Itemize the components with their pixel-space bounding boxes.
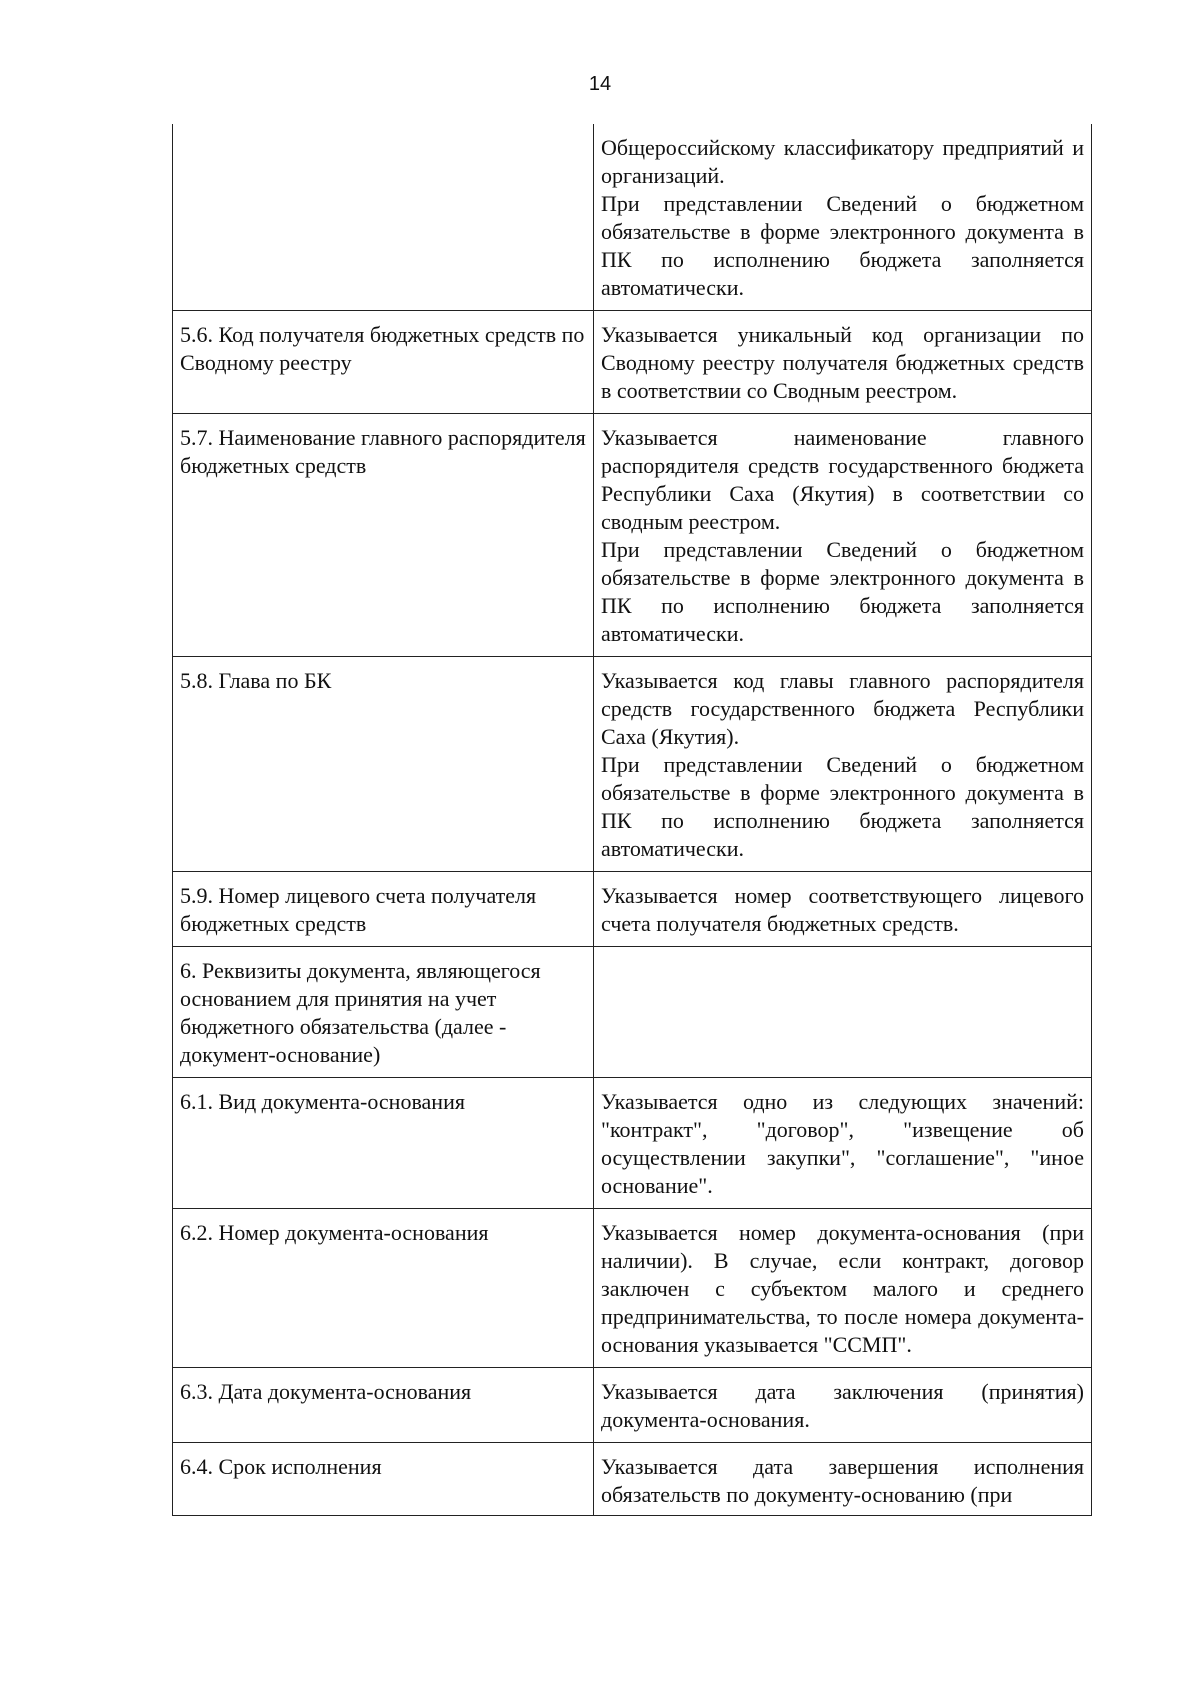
table-row-5-9 <box>173 872 1092 947</box>
table-row-6-2 <box>173 1209 1092 1368</box>
requisites-table <box>172 124 1092 1516</box>
field-description-cell <box>594 1368 1092 1443</box>
table-row-continuation <box>173 124 1092 311</box>
field-name-cell <box>173 124 594 311</box>
description-paragraph: Указывается номер документа-основания (при наличии). В случае, если контракт, договор заключен с субъектом малого и среднего предпринимательства, то после номера документа-основания указывается "ССМП". <box>601 1220 1084 1357</box>
description-paragraph: Указывается уникальный код организации по Сводному реестру получателя бюджетных средств в соответствии со Сводным реестром. <box>601 322 1084 403</box>
description-paragraph: Указывается код главы главного распорядителя средств государственного бюджета Республики Саха (Якутия). <box>601 668 1084 749</box>
field-description-cell <box>594 657 1092 872</box>
table-row-6-1 <box>173 1078 1092 1209</box>
field-description-cell <box>594 872 1092 947</box>
field-name-cell: 5.9. Номер лицевого счета получателя бюджетных средств <box>173 872 594 947</box>
description-paragraph: При представлении Сведений о бюджетном обязательстве в форме электронного документа в ПК по исполнению бюджета заполняется автоматически. <box>601 752 1084 861</box>
field-name-cell: 6.2. Номер документа-основания <box>173 1209 594 1368</box>
field-description-cell <box>594 124 1092 311</box>
description-paragraph: Общероссийскому классификатору предприятий и организаций. <box>601 135 1084 188</box>
description-paragraph: При представлении Сведений о бюджетном обязательстве в форме электронного документа в ПК по исполнению бюджета заполняется автоматически. <box>601 191 1084 300</box>
field-name-cell: 6.1. Вид документа-основания <box>173 1078 594 1209</box>
field-name-cell: 5.6. Код получателя бюджетных средств по Сводному реестру <box>173 311 594 414</box>
field-description-cell <box>594 311 1092 414</box>
table-row-5-6 <box>173 311 1092 414</box>
field-name-cell: 6.4. Срок исполнения <box>173 1443 594 1516</box>
section-heading-cell: 6. Реквизиты документа, являющегося основанием для принятия на учет бюджетного обязательства (далее - документ-основание) <box>173 947 594 1078</box>
description-paragraph: Указывается дата заключения (принятия) документа-основания. <box>601 1379 1084 1432</box>
page-number: 14 <box>588 73 612 95</box>
description-paragraph: Указывается одно из следующих значений: "контракт", "договор", "извещение об осуществлении закупки", "соглашение", "иное основание". <box>601 1089 1084 1198</box>
table-row-5-8 <box>173 657 1092 872</box>
description-paragraph: Указывается дата завершения исполнения обязательств по документу-основанию (при <box>601 1454 1084 1507</box>
description-paragraph: Указывается наименование главного распорядителя средств государственного бюджета Республики Саха (Якутия) в соответствии со сводным реестром. <box>601 425 1084 534</box>
table-row-6 <box>173 947 1092 1078</box>
field-name-cell: 5.7. Наименование главного распорядителя бюджетных средств <box>173 414 594 657</box>
table-row-6-3 <box>173 1368 1092 1443</box>
field-name-cell: 6.3. Дата документа-основания <box>173 1368 594 1443</box>
description-paragraph: При представлении Сведений о бюджетном обязательстве в форме электронного документа в ПК по исполнению бюджета заполняется автоматически. <box>601 537 1084 646</box>
field-description-cell <box>594 947 1092 1078</box>
table-row-5-7 <box>173 414 1092 657</box>
field-name-cell: 5.8. Глава по БК <box>173 657 594 872</box>
field-description-cell <box>594 1078 1092 1209</box>
description-paragraph: Указывается номер соответствующего лицевого счета получателя бюджетных средств. <box>601 883 1084 936</box>
field-description-cell <box>594 1209 1092 1368</box>
field-description-cell <box>594 1443 1092 1516</box>
field-description-cell <box>594 414 1092 657</box>
table-row-6-4 <box>173 1443 1092 1516</box>
